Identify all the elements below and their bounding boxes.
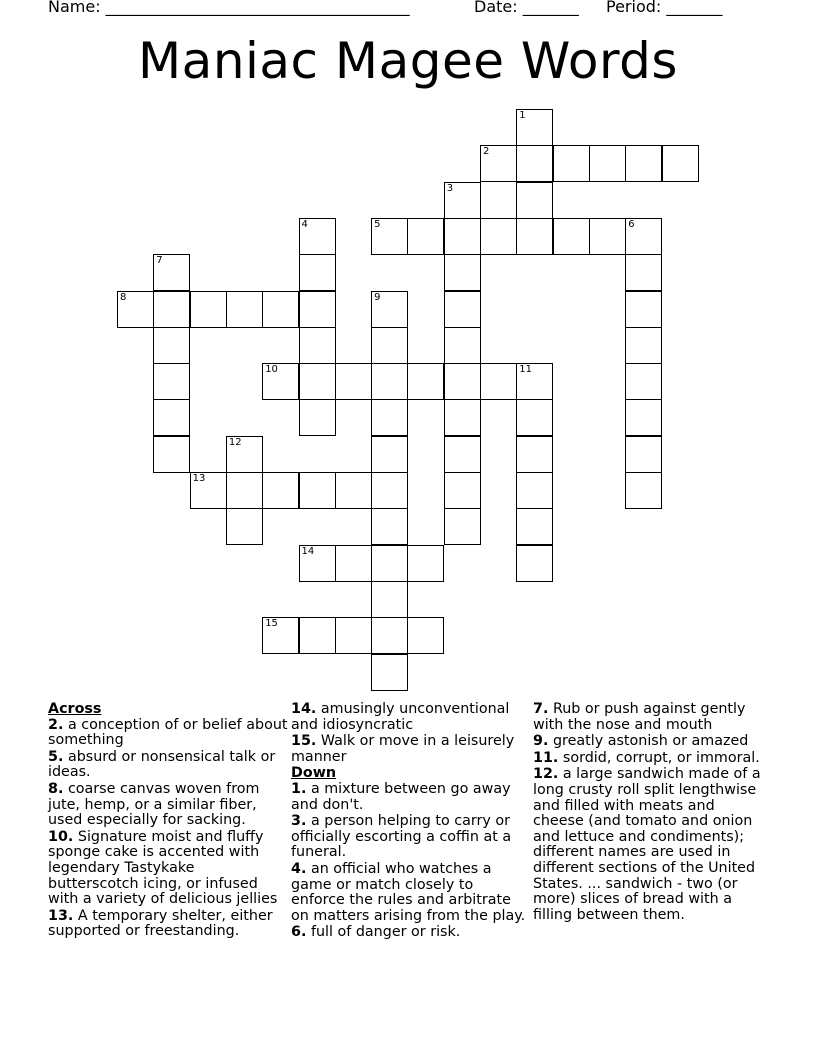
crossword-cell[interactable] — [407, 363, 444, 400]
down-clue-6: 6. full of danger or risk. — [291, 924, 461, 941]
crossword-cell[interactable] — [190, 291, 227, 328]
crossword-cell[interactable] — [444, 363, 481, 400]
crossword-cell[interactable] — [335, 545, 372, 582]
crossword-cell[interactable] — [371, 436, 408, 473]
crossword-cell[interactable] — [625, 291, 662, 328]
crossword-cell[interactable] — [444, 218, 481, 255]
clue-number: 7 — [156, 255, 163, 267]
name-field[interactable]: Name: ______________________________________ — [48, 0, 410, 16]
crossword-cell[interactable] — [589, 218, 626, 255]
crossword-cell[interactable] — [371, 508, 408, 545]
crossword-cell[interactable] — [516, 508, 553, 545]
crossword-cell[interactable] — [299, 218, 336, 255]
crossword-cell[interactable] — [444, 399, 481, 436]
crossword-cell[interactable] — [190, 472, 227, 509]
date-field[interactable]: Date: _______ — [474, 0, 579, 16]
crossword-cell[interactable] — [480, 363, 517, 400]
crossword-cell[interactable] — [117, 291, 154, 328]
down-clue-7: 7. Rub or push against gently with the nose and mouth — [533, 701, 746, 733]
down-clue-3: 3. a person helping to carry or officially escorting a coffin at a funeral. — [291, 813, 512, 861]
crossword-cell[interactable] — [625, 254, 662, 291]
crossword-cell[interactable] — [516, 218, 553, 255]
crossword-cell[interactable] — [444, 508, 481, 545]
clue-number: 8 — [120, 291, 127, 303]
crossword-cell[interactable] — [262, 291, 299, 328]
crossword-cell[interactable] — [262, 363, 299, 400]
crossword-cell[interactable] — [625, 145, 662, 182]
crossword-cell[interactable] — [516, 545, 553, 582]
clue-number: 2 — [483, 146, 490, 158]
crossword-cell[interactable] — [299, 399, 336, 436]
crossword-cell[interactable] — [407, 617, 444, 654]
period-field[interactable]: Period: _______ — [606, 0, 723, 16]
crossword-cell[interactable] — [371, 363, 408, 400]
crossword-cell[interactable] — [226, 508, 263, 545]
crossword-cell[interactable] — [371, 218, 408, 255]
crossword-cell[interactable] — [407, 545, 444, 582]
crossword-cell[interactable] — [625, 327, 662, 364]
crossword-cell[interactable] — [371, 654, 408, 691]
crossword-cell[interactable] — [516, 399, 553, 436]
across-heading: Across — [48, 701, 102, 717]
across-clue-10: 10. Signature moist and fluffy sponge cake is accented with legendary Tastykake butterscotch icing, or infused with a variety of delicious jellies — [48, 828, 278, 908]
crossword-cell[interactable] — [516, 109, 553, 146]
across-clue-13: 13. A temporary shelter, either supported or freestanding. — [48, 907, 273, 940]
clue-number: 10 — [265, 364, 278, 376]
crossword-cell[interactable] — [516, 363, 553, 400]
crossword-cell[interactable] — [625, 436, 662, 473]
crossword-cell[interactable] — [299, 472, 336, 509]
crossword-cell[interactable] — [625, 218, 662, 255]
crossword-cell[interactable] — [589, 145, 626, 182]
crossword-cell[interactable] — [625, 472, 662, 509]
crossword-cell[interactable] — [444, 291, 481, 328]
clue-number: 1 — [519, 110, 526, 121]
crossword-cell[interactable] — [299, 545, 336, 582]
crossword-cell[interactable] — [153, 291, 190, 328]
clue-number: 12 — [228, 436, 242, 448]
clue-number: 11 — [519, 364, 533, 376]
crossword-cell[interactable] — [625, 363, 662, 400]
crossword-cell[interactable] — [153, 363, 190, 400]
down-heading: Down — [291, 765, 337, 782]
crossword-cell[interactable] — [371, 472, 408, 509]
crossword-cell[interactable] — [625, 399, 662, 436]
crossword-cell[interactable] — [444, 327, 481, 364]
crossword-cell[interactable] — [480, 145, 517, 182]
down-clue-1: 1. a mixture between go away and don't. — [291, 780, 511, 813]
crossword-cell[interactable] — [153, 327, 190, 364]
down-clue-11: 11. sordid, corrupt, or immoral. — [533, 749, 760, 766]
crossword-cell[interactable] — [516, 436, 553, 473]
down-clue-9: 9. greatly astonish or amazed — [533, 733, 749, 750]
crossword-cell[interactable] — [262, 617, 299, 654]
crossword-cell[interactable] — [299, 291, 336, 328]
crossword-cell[interactable] — [299, 254, 336, 291]
crossword-cell[interactable] — [153, 399, 190, 436]
across-clue-15: 15. Walk or move in a leisurely manner — [291, 733, 515, 765]
crossword-cell[interactable] — [407, 218, 444, 255]
down-clue-12: 12. a large sandwich made of a long crusty roll split lengthwise and filled with meats and cheese (and tomato and onion and lettuce and condiments); different names are used in different sections of the United States. ... sandwich - two (or more) slices of bread with a filling between them. — [533, 766, 761, 923]
crossword-cell[interactable] — [444, 254, 481, 291]
crossword-cell[interactable] — [299, 363, 336, 400]
crossword-cell[interactable] — [226, 436, 263, 473]
crossword-cell[interactable] — [444, 436, 481, 473]
clue-number: 3 — [446, 182, 454, 194]
clue-number: 5 — [374, 218, 381, 230]
crossword-cell[interactable] — [371, 581, 408, 618]
crossword-cell[interactable] — [516, 182, 553, 219]
crossword-cell[interactable] — [371, 291, 408, 328]
crossword-cell[interactable] — [662, 145, 699, 182]
clue-number: 9 — [374, 291, 381, 303]
crossword-cell[interactable] — [335, 617, 372, 654]
crossword-cell[interactable] — [371, 545, 408, 582]
across-clue-5: 5. absurd or nonsensical talk or ideas. — [48, 748, 276, 781]
clues-column-1 — [48, 702, 288, 941]
crossword-cell[interactable] — [153, 254, 190, 291]
crossword-cell[interactable] — [444, 182, 481, 219]
clue-number: 6 — [628, 218, 635, 230]
clue-number: 15 — [265, 618, 278, 630]
clues-column-3 — [533, 702, 765, 924]
crossword-cell[interactable] — [553, 218, 590, 255]
clue-number: 4 — [301, 218, 308, 230]
crossword-cell[interactable] — [262, 472, 299, 509]
crossword-cell[interactable] — [226, 472, 263, 509]
clue-number: 13 — [192, 473, 206, 484]
crossword-cell[interactable] — [516, 145, 553, 182]
crossword-cell[interactable] — [335, 363, 372, 400]
crossword-cell[interactable] — [153, 436, 190, 473]
down-clue-4: 4. an official who watches a game or match closely to enforce the rules and arbitrate on matters arising from the play. — [291, 860, 526, 924]
crossword-cell[interactable] — [299, 327, 336, 364]
clue-number: 14 — [301, 545, 315, 557]
clues-column-2 — [291, 702, 527, 942]
crossword-cell[interactable] — [480, 218, 517, 255]
crossword-cell[interactable] — [299, 617, 336, 654]
crossword-cell[interactable] — [516, 472, 553, 509]
crossword-cell[interactable] — [371, 617, 408, 654]
crossword-cell[interactable] — [553, 145, 590, 182]
puzzle-title: Maniac Magee Words — [138, 32, 678, 90]
crossword-cell[interactable] — [444, 472, 481, 509]
crossword-cell[interactable] — [371, 327, 408, 364]
across-clue-2: 2. a conception of or belief about something — [48, 716, 288, 749]
crossword-cell[interactable] — [335, 472, 372, 509]
crossword-cell[interactable] — [226, 291, 263, 328]
across-clue-8: 8. coarse canvas woven from jute, hemp, or a similar fiber, used especially for sacking. — [48, 780, 260, 829]
crossword-cell[interactable] — [371, 399, 408, 436]
across-clue-14: 14. amusingly unconventional and idiosyncratic — [291, 701, 510, 733]
